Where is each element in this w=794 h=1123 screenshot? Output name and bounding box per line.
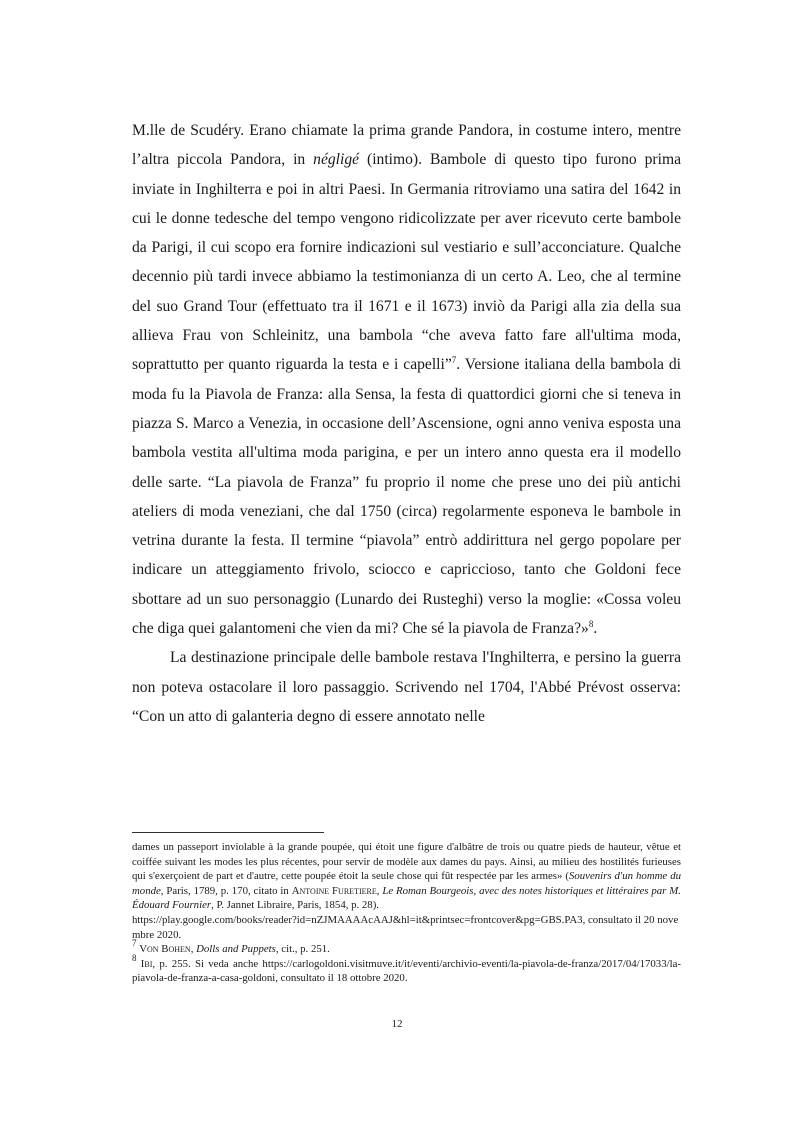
author-name: Von Bohen (139, 943, 191, 956)
emphasis-negligee: négligé (313, 151, 360, 169)
footnote-ref-7: 7 (451, 355, 457, 366)
footnote-url: https://play.google.com/books/reader?id=nZJMAAAAcAAJ&hl=it&printsec=frontcover&pg=GBS.PA3, consultato il 20 novembre 2020. (132, 913, 679, 941)
footnote-divider (132, 832, 324, 833)
author-name: Antoine Furetiere (291, 884, 377, 897)
page-number: 12 (391, 1018, 403, 1030)
footnote-ref-8: 8 (588, 619, 594, 630)
ibi-reference: Ibi (140, 957, 153, 970)
paragraph: M.lle de Scudéry. Erano chiamate la prima grande Pandora, in costume intero, mentre l’altra piccola Pandora, in négligé (intimo). Bambole di questo tipo furono prima inviate in Inghilterra e poi in altri Paesi. In Germania ritroviamo una satira del 1642 in cui le donne tedesche del tempo vengono ridicolizzate per aver ricevuto certe bambole da Parigi, il cui scopo era fornire indicazioni sul vestiario e sull’acconciature. Qualche decennio più tardi invece abbiamo la testimonianza di un certo A. Leo, che al termine del suo Grand Tour (effettuato tra il 1671 e il 1673) inviò da Parigi alla zia della sua allieva Frau von Schleinitz, una bambola “che aveva fatto fare all'ultima moda, soprattutto per quanto riguarda la testa e i capelli”$^7$. Versione italiana della bambola di moda fu la Piavola de Franza: alla Sensa, la festa di quattordici giorni che si teneva in piazza S. Marco a Venezia, in occasione dell’Ascensione, ogni anno veniva esposta una bambola vestita all'ultima moda parigina, e per un intero anno questa era il modello delle sarte. “La piavola de Franza” fu proprio il nome che prese uno dei più antichi ateliers di moda veneziani, che dal 1750 (circa) regolarmente esponeva le bambole in vetrina durante la festa. Il termine “piavola” entrò addirittura nel gergo popolare per indicare un atteggiamento frivolo, sciocco e capriccioso, tanto che Goldoni fece sbottare ad un suo personaggio (Lunardo dei Rusteghi) verso la moglie: «Cossa voleu che diga quei galantomeni che vien da mi? Che sé la piavola de Franza?»$^8$. (132, 122, 682, 638)
footnote-7: $^7$ Von Bohen, Dolls and Puppets, cit., p. 251. (132, 938, 330, 956)
paragraph: La destinazione principale delle bambole restava l'Inghilterra, e persino la guerra non poteva ostacolare il loro passaggio. Scrivendo nel 1704, l'Abbé Prévost osserva: “Con un atto di galanteria degno di essere annotato nelle (132, 649, 681, 725)
footnote-8: $^8$ Ibi, p. 255. Si veda anche https://carlogoldoni.visitmuve.it/it/eventi/archivio-eventi/la-piavola-de-franza/2017/04/17033/la-piavola-de-franza-a-casa-goldoni, consultato il 18 ottobre 2020. (132, 952, 681, 985)
footnotes (132, 840, 681, 986)
footnote-continuation: dames un passeport inviolable à la grande poupée, qui étoit une figure d'albâtre de trois ou quatre pieds de hauteur, vêtue et coiffée suivant les modes les plus récentes, pour servir de modèle aux dames du pays. Ainsi, au milieu des hostilités furieuses qui s'exerçoient de part et d'autre, cette poupée étoit la seule chose qui fût respectée par les armes» (Souvenirs d'un homme du monde, Paris, 1789, p. 170, citato in Antoine Furetiere, Le Roman Bourgeois, avec des notes historiques et littéraires par M. Édouard Fournier, P. Jannet Libraire, Paris, 1854, p. 28). (132, 841, 681, 912)
body-text (132, 116, 681, 731)
